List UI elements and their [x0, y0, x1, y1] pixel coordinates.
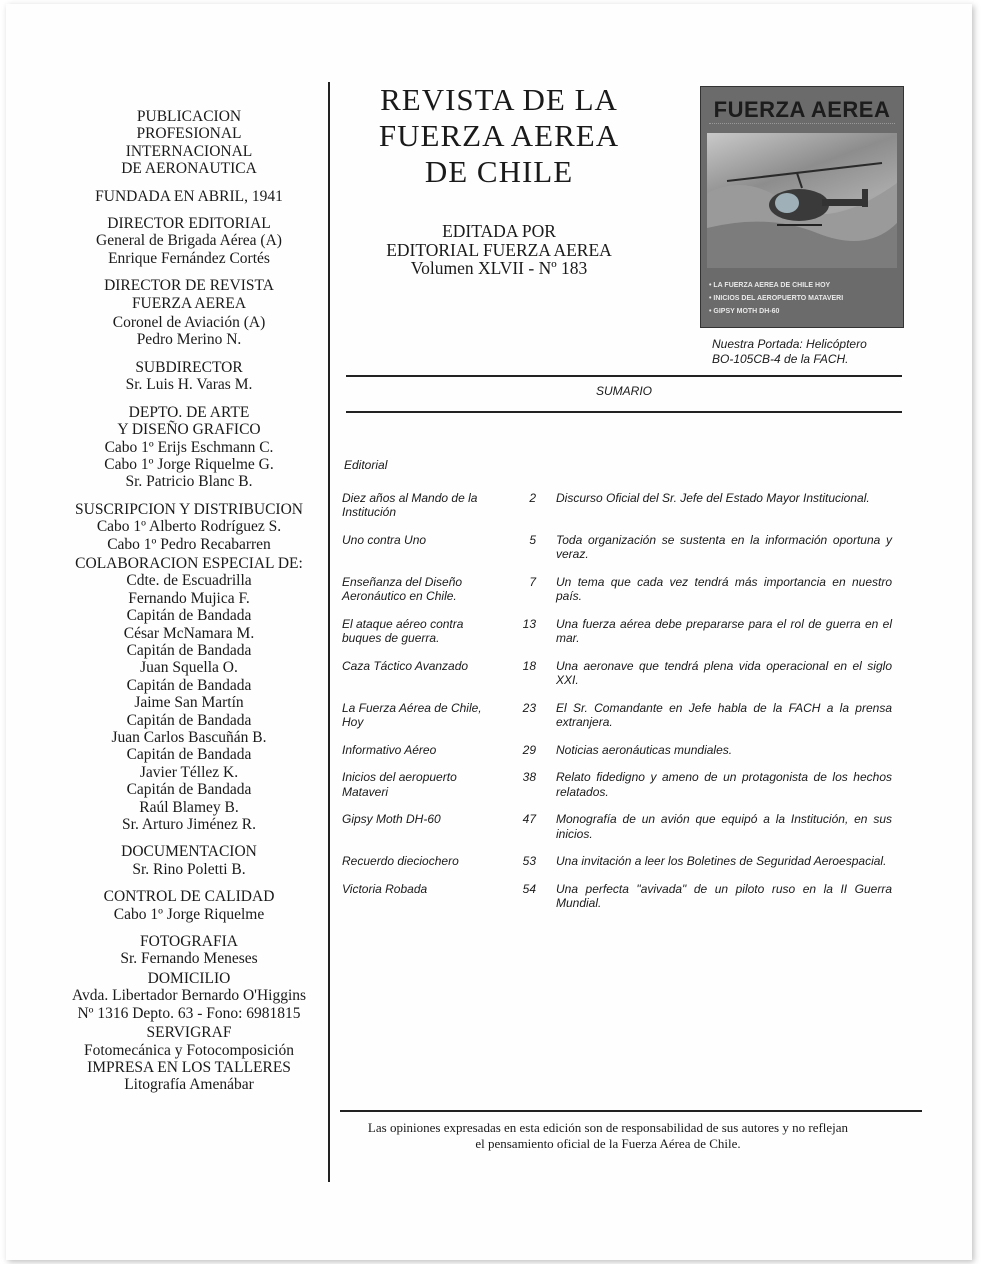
toc-entry[interactable] [340, 701, 892, 730]
text-line: DOCUMENTACION [121, 843, 257, 861]
text-line: Cabo 1º Jorge Riquelme G. [104, 455, 274, 473]
cover-caption [712, 337, 902, 367]
calidad-block [60, 888, 318, 923]
arte-block [60, 404, 318, 491]
toc-entry-description: Toda organización se sustenta en la información oportuna y veraz. [556, 532, 892, 561]
text-line: DEPTO. DE ARTE [128, 403, 250, 421]
toc-entry[interactable] [340, 617, 892, 646]
text-line: • GIPSY MOTH DH-60 [709, 308, 780, 315]
text-line: Sr. Rino Poletti B. [132, 860, 246, 878]
toc-entry-title: Gipsy Moth DH-60 [342, 812, 441, 826]
text-line: SUBDIRECTOR [135, 358, 243, 376]
column-divider [328, 82, 330, 1182]
text-line: Juan Carlos Bascuñán B. [111, 729, 267, 746]
toc-entry-title: Victoria Robada [342, 881, 428, 896]
toc-entry[interactable] [340, 491, 892, 520]
toc-entry-page: 13 [522, 616, 536, 631]
text-line: Avda. Libertador Bernardo O'Higgins [71, 987, 307, 1005]
servigraf-block [60, 1024, 318, 1094]
toc-entry-title: Uno contra Uno [342, 532, 427, 547]
toc-entries [340, 491, 892, 911]
text-line: • LA FUERZA AEREA DE CHILE HOY [709, 282, 831, 289]
text-line: César McNamara M. [123, 624, 255, 642]
toc-entry-page: 54 [522, 881, 536, 896]
text-line: Capitán de Bandada [126, 711, 252, 729]
text-line: IMPRESA EN LOS TALLERES [87, 1058, 291, 1076]
text-line: Cdte. de Escuadrilla [126, 572, 252, 590]
toc-entry-description: Un tema que cada vez tendrá más importancia en nuestro país. [556, 574, 892, 603]
text-line: Sr. Patricio Blanc B. [125, 473, 253, 491]
toc-entry-page: 2 [529, 490, 536, 505]
text-line: Cabo 1º Alberto Rodríguez S. [96, 518, 282, 536]
text-line: Litografía Amenábar [124, 1076, 254, 1094]
toc-entry-title: Inicios del aeropuerto Mataveri [342, 770, 457, 799]
text-line: EDITORIAL FUERZA AEREA [386, 239, 612, 260]
toc-entry-title: Enseñanza del Diseño Aeronáutico en Chile. [342, 574, 463, 603]
text-line: DOMICILIO [147, 969, 231, 987]
sumario-top-rule [346, 375, 902, 377]
edition-info [340, 222, 658, 278]
toc-entry-page: 53 [522, 854, 536, 868]
text-line: FUERZA AEREA [378, 118, 620, 153]
publication-block [60, 108, 318, 178]
text-line: Jaime San Martín [134, 694, 244, 712]
text-line: COLABORACION ESPECIAL DE: [75, 554, 303, 572]
cover-subtitle-rule [709, 123, 895, 127]
text-line: DE CHILE [424, 154, 574, 189]
text-line: Sr. Luis H. Varas M. [125, 376, 253, 394]
toc-entry[interactable] [340, 743, 892, 758]
staff-column [60, 108, 318, 1104]
helicopter-photo [707, 133, 897, 268]
toc-entry[interactable] [340, 854, 892, 869]
toc-entry-description: Una invitación a leer los Boletines de Seguridad Aeroespacial. [556, 854, 887, 868]
text-line: DIRECTOR EDITORIAL [107, 215, 271, 233]
toc-entry-description: Una perfecta "avivada" de un piloto ruso en la II Guerra Mundial. [556, 881, 892, 910]
footer-rule [340, 1110, 922, 1112]
toc-entry-description: Relato fidedigno y ameno de un protagonista de los hechos relatados. [556, 770, 892, 799]
director-revista-name-block [60, 314, 318, 349]
founded-line [60, 188, 318, 205]
text-line: PROFESIONAL [136, 125, 242, 143]
text-line: SUSCRIPCION Y DISTRIBUCION [75, 500, 303, 518]
table-of-contents [340, 458, 892, 924]
toc-entry[interactable] [340, 812, 892, 841]
toc-entry[interactable] [340, 533, 892, 562]
text-line: FOTOGRAFIA [140, 933, 238, 951]
toc-entry[interactable] [340, 659, 892, 688]
founded-text: FUNDADA EN ABRIL, 1941 [95, 187, 283, 205]
toc-entry-page: 5 [529, 532, 536, 547]
text-line: Nº 1316 Depto. 63 - Fono: 6981815 [77, 1004, 301, 1022]
magazine-title [340, 82, 658, 190]
toc-entry-page: 47 [522, 812, 536, 826]
text-line: Capitán de Bandada [126, 781, 252, 799]
text-line: Volumen XLVII - Nº 183 [410, 258, 588, 278]
sumario-heading: SUMARIO [595, 384, 652, 398]
toc-entry-page: 7 [529, 574, 536, 589]
toc-entry-page: 18 [522, 658, 536, 673]
toc-entry-description: Noticias aeronáuticas mundiales. [556, 742, 733, 757]
text-line: Fernando Mujica F. [128, 589, 250, 607]
colaboracion-block [60, 555, 318, 834]
cover-title: FUERZA AEREA [713, 97, 891, 122]
text-line: Juan Squella O. [140, 659, 238, 677]
toc-entry-page: 23 [522, 700, 536, 715]
text-line: Raúl Blamey B. [139, 798, 239, 816]
text-line: Sr. Arturo Jiménez R. [122, 816, 256, 834]
text-line: Cabo 1º Erijs Eschmann C. [104, 438, 274, 456]
toc-entry-description: Una fuerza aérea debe prepararse para el rol de guerra en el mar. [556, 616, 892, 645]
text-line: Capitán de Bandada [126, 676, 252, 694]
toc-entry-page: 38 [522, 770, 536, 784]
text-line: General de Brigada Aérea (A) [96, 232, 282, 250]
text-line: EDITADA POR [442, 221, 556, 241]
text-line: DIRECTOR DE REVISTA [104, 277, 274, 295]
text-line: SERVIGRAF [146, 1024, 232, 1042]
text-line: REVISTA DE LA [380, 82, 618, 117]
documentacion-block [60, 843, 318, 878]
toc-entry-title: Recuerdo dieciochero [342, 854, 459, 868]
text-line: Enrique Fernández Cortés [108, 249, 270, 267]
text-line: Coronel de Aviación (A) [112, 314, 266, 332]
toc-entry-title: Diez años al Mando de la Institución [342, 490, 478, 519]
text-line: Fotomecánica y Fotocomposición [83, 1041, 295, 1059]
text-line: Capitán de Bandada [126, 641, 252, 659]
toc-entry-description: El Sr. Comandante en Jefe habla de la FACH a la prensa extranjera. [556, 700, 892, 729]
text-line: Capitán de Bandada [126, 746, 252, 764]
toc-entry[interactable] [340, 770, 892, 799]
toc-entry-title: Caza Táctico Avanzado [342, 658, 469, 673]
toc-editorial[interactable]: Editorial [344, 458, 388, 472]
text-line: Cabo 1º Jorge Riquelme [113, 905, 265, 923]
director-revista-block [60, 277, 318, 312]
text-line: CONTROL DE CALIDAD [103, 888, 275, 906]
director-editorial-block [60, 215, 318, 267]
suscripcion-block [60, 501, 318, 553]
text-line: Cabo 1º Pedro Recabarren [107, 535, 271, 553]
subdirector-block [60, 359, 318, 394]
toc-entry[interactable] [340, 575, 892, 604]
domicilio-block [60, 970, 318, 1022]
text-line: • INICIOS DEL AEROPUERTO MATAVERI [709, 295, 844, 302]
toc-entry-description: Discurso Oficial del Sr. Jefe del Estado Mayor Institucional. [556, 490, 870, 505]
toc-entry[interactable] [340, 882, 892, 911]
text-line: Nuestra Portada: Helicóptero [712, 337, 867, 351]
text-line: Capitán de Bandada [126, 607, 252, 625]
toc-entry-title: El ataque aéreo contra buques de guerra. [342, 616, 464, 645]
toc-entry-page: 29 [522, 742, 536, 757]
text-line: DE AERONAUTICA [121, 160, 257, 178]
text-line: el pensamiento oficial de la Fuerza Aérea de Chile. [475, 1136, 741, 1151]
text-line: Javier Téllez K. [139, 763, 239, 781]
text-line: Las opiniones expresadas en esta edición son de responsabilidad de sus autores y no reflejan [367, 1120, 849, 1135]
text-line: Y DISEÑO GRAFICO [117, 421, 261, 439]
cover-headlines [709, 279, 899, 318]
toc-entry-title: Informativo Aéreo [342, 742, 437, 757]
toc-entry-description: Una aeronave que tendrá plena vida operacional en el siglo XXI. [556, 658, 892, 687]
cover-image [700, 86, 904, 328]
text-line: FUERZA AEREA [131, 294, 247, 312]
disclaimer [338, 1120, 878, 1152]
text-line: PUBLICACION [136, 108, 242, 125]
toc-entry-description: Monografía de un avión que equipó a la Institución, en sus inicios. [556, 812, 892, 841]
text-line: BO-105CB-4 de la FACH. [712, 352, 849, 366]
text-line: INTERNACIONAL [125, 142, 253, 160]
text-line: Sr. Fernando Meneses [120, 950, 258, 968]
fotografia-block [60, 933, 318, 968]
text-line: Pedro Merino N. [136, 331, 242, 349]
toc-entry-title: La Fuerza Aérea de Chile, Hoy [342, 700, 482, 729]
sumario-bottom-rule [346, 411, 902, 413]
